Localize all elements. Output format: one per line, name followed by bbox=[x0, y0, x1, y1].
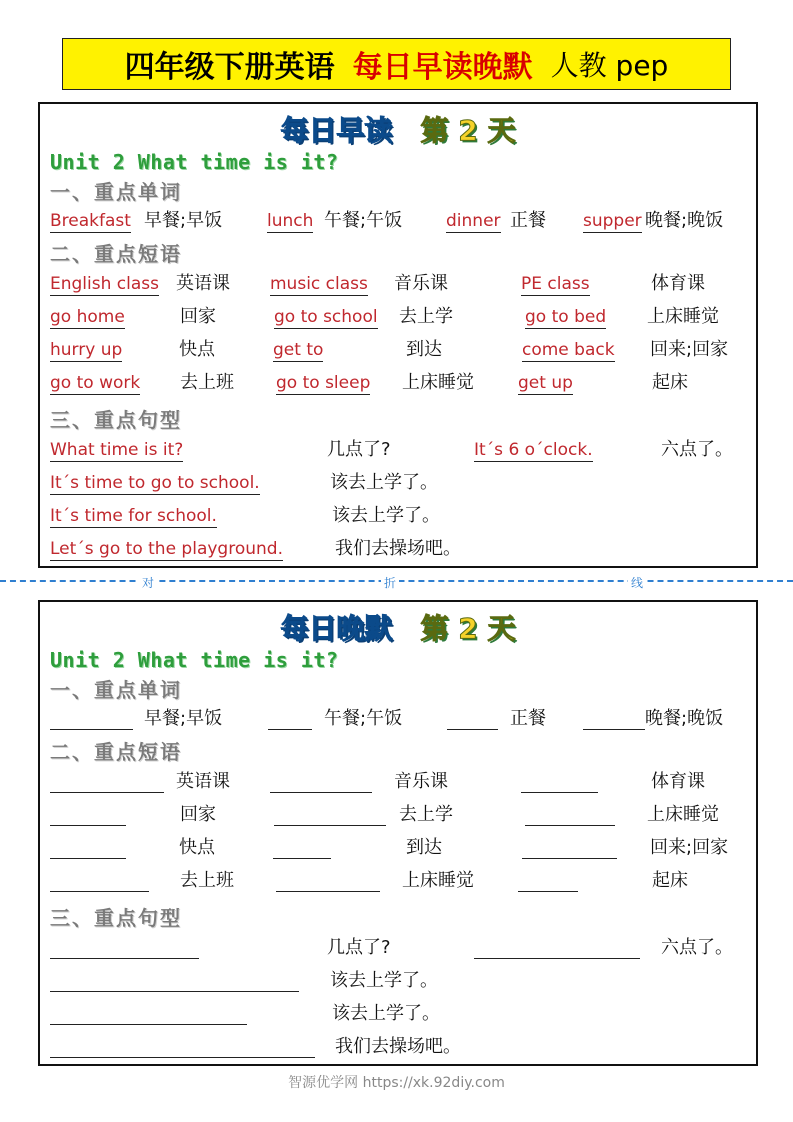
evening-sentences-row-3 bbox=[40, 1003, 756, 1031]
sentence-en: It´s time for school. bbox=[50, 506, 217, 526]
answer-blank[interactable] bbox=[268, 708, 312, 730]
answer-blank[interactable] bbox=[50, 937, 199, 959]
evening-sentences-row-1 bbox=[40, 937, 756, 965]
phrase-cn: 去上班 bbox=[180, 870, 234, 891]
phrase-en: get to bbox=[273, 340, 324, 360]
phrase-en: get up bbox=[518, 373, 573, 393]
morning-sentences-row-2 bbox=[40, 472, 756, 500]
answer-blank[interactable] bbox=[50, 870, 149, 892]
morning-section-sentences: 三、重点句型 bbox=[50, 408, 182, 432]
word-cn: 正餐 bbox=[510, 708, 546, 729]
morning-phrases-row-3 bbox=[40, 339, 756, 367]
word-en: lunch bbox=[267, 211, 314, 231]
answer-blank[interactable] bbox=[50, 771, 164, 793]
evening-sentences-row-4 bbox=[40, 1036, 756, 1064]
answer-blank[interactable] bbox=[273, 837, 331, 859]
evening-section-phrases: 二、重点短语 bbox=[50, 740, 182, 764]
sentence-cn: 六点了。 bbox=[661, 937, 733, 958]
answer-blank[interactable] bbox=[522, 837, 617, 859]
sentence-en: It´s 6 o´clock. bbox=[474, 440, 593, 460]
answer-blank[interactable] bbox=[50, 1036, 315, 1058]
phrase-cn: 体育课 bbox=[651, 771, 705, 792]
sentence-cn: 我们去操场吧。 bbox=[335, 1036, 461, 1057]
phrase-cn: 回来;回家 bbox=[650, 339, 729, 360]
evening-dictation-panel bbox=[38, 600, 758, 1066]
phrase-cn: 回来;回家 bbox=[650, 837, 729, 858]
evening-badge-day: 第 2 天 bbox=[420, 612, 516, 645]
morning-phrases-row-4 bbox=[40, 372, 756, 400]
evening-unit-title: Unit 2 What time is it? bbox=[50, 648, 339, 672]
morning-section-phrases: 二、重点短语 bbox=[50, 242, 182, 266]
morning-phrases-row-1 bbox=[40, 273, 756, 301]
answer-blank[interactable] bbox=[518, 870, 578, 892]
fold-label-1: 对 bbox=[139, 574, 157, 591]
phrase-en: go to work bbox=[50, 373, 141, 393]
answer-blank[interactable] bbox=[521, 771, 598, 793]
fold-label-3: 线 bbox=[628, 574, 646, 591]
evening-section-words: 一、重点单词 bbox=[50, 678, 182, 702]
sentence-cn: 该去上学了。 bbox=[330, 970, 438, 991]
answer-blank[interactable] bbox=[274, 804, 386, 826]
sentence-cn: 六点了。 bbox=[661, 439, 733, 460]
morning-phrases-row-2 bbox=[40, 306, 756, 334]
phrase-en: come back bbox=[522, 340, 615, 360]
phrase-cn: 英语课 bbox=[176, 273, 230, 294]
word-cn: 早餐;早饭 bbox=[144, 708, 223, 729]
sentence-en: Let´s go to the playground. bbox=[50, 539, 283, 559]
answer-blank[interactable] bbox=[50, 708, 133, 730]
phrase-en: music class bbox=[270, 274, 368, 294]
morning-unit-title: Unit 2 What time is it? bbox=[50, 150, 339, 174]
evening-section-sentences: 三、重点句型 bbox=[50, 906, 182, 930]
morning-badge-day: 第 2 天 bbox=[420, 114, 516, 147]
word-en: supper bbox=[583, 211, 642, 231]
phrase-cn: 上床睡觉 bbox=[402, 372, 474, 393]
morning-badge-title: 每日早读 bbox=[280, 114, 393, 147]
evening-phrases-row-2 bbox=[40, 804, 756, 832]
evening-words-row bbox=[40, 708, 756, 736]
phrase-cn: 到达 bbox=[406, 339, 442, 360]
phrase-cn: 上床睡觉 bbox=[647, 306, 719, 327]
phrase-en: go to sleep bbox=[276, 373, 371, 393]
phrase-cn: 英语课 bbox=[176, 771, 230, 792]
word-cn: 早餐;早饭 bbox=[144, 210, 223, 231]
phrase-cn: 体育课 bbox=[651, 273, 705, 294]
answer-blank[interactable] bbox=[50, 837, 126, 859]
title-part-daily: 每日早读晚默 bbox=[352, 50, 533, 85]
answer-blank[interactable] bbox=[525, 804, 615, 826]
word-en: Breakfast bbox=[50, 211, 131, 231]
phrase-cn: 音乐课 bbox=[394, 273, 448, 294]
answer-blank[interactable] bbox=[474, 937, 640, 959]
evening-badge bbox=[40, 608, 756, 646]
phrase-cn: 上床睡觉 bbox=[647, 804, 719, 825]
morning-sentences-row-1 bbox=[40, 439, 756, 467]
title-part-edition: 人教 pep bbox=[550, 49, 669, 82]
answer-blank[interactable] bbox=[50, 970, 299, 992]
phrase-en: PE class bbox=[521, 274, 590, 294]
sentence-en: What time is it? bbox=[50, 440, 184, 460]
word-en: dinner bbox=[446, 211, 501, 231]
phrase-cn: 回家 bbox=[180, 306, 216, 327]
sentence-en: It´s time to go to school. bbox=[50, 473, 260, 493]
sentence-cn: 几点了? bbox=[327, 937, 391, 958]
phrase-en: hurry up bbox=[50, 340, 123, 360]
phrase-en: go to school bbox=[274, 307, 378, 327]
phrase-cn: 去上班 bbox=[180, 372, 234, 393]
phrase-cn: 上床睡觉 bbox=[402, 870, 474, 891]
morning-badge bbox=[40, 110, 756, 148]
evening-phrases-row-4 bbox=[40, 870, 756, 898]
footer-watermark: 智源优学网 https://xk.92diy.com bbox=[288, 1075, 505, 1091]
morning-section-words: 一、重点单词 bbox=[50, 180, 182, 204]
word-cn: 午餐;午饭 bbox=[324, 708, 403, 729]
title-part-grade: 四年级下册英语 bbox=[124, 50, 335, 85]
answer-blank[interactable] bbox=[270, 771, 372, 793]
phrase-cn: 音乐课 bbox=[394, 771, 448, 792]
sentence-cn: 该去上学了。 bbox=[330, 472, 438, 493]
evening-phrases-row-1 bbox=[40, 771, 756, 799]
sentence-cn: 该去上学了。 bbox=[332, 505, 440, 526]
phrase-en: go to bed bbox=[525, 307, 607, 327]
phrase-cn: 回家 bbox=[180, 804, 216, 825]
word-cn: 晚餐;晚饭 bbox=[645, 708, 724, 729]
word-cn: 晚餐;晚饭 bbox=[645, 210, 724, 231]
evening-sentences-row-2 bbox=[40, 970, 756, 998]
phrase-cn: 去上学 bbox=[399, 306, 453, 327]
phrase-cn: 快点 bbox=[179, 339, 215, 360]
phrase-cn: 起床 bbox=[652, 870, 688, 891]
phrase-cn: 起床 bbox=[652, 372, 688, 393]
answer-blank[interactable] bbox=[50, 1003, 247, 1025]
page-title bbox=[62, 38, 731, 90]
morning-sentences-row-4 bbox=[40, 538, 756, 566]
phrase-cn: 到达 bbox=[406, 837, 442, 858]
evening-badge-title: 每日晚默 bbox=[280, 612, 393, 645]
word-cn: 午餐;午饭 bbox=[324, 210, 403, 231]
word-cn: 正餐 bbox=[510, 210, 546, 231]
morning-reading-panel bbox=[38, 102, 758, 568]
phrase-cn: 去上学 bbox=[399, 804, 453, 825]
answer-blank[interactable] bbox=[50, 804, 126, 826]
morning-words-row bbox=[40, 210, 756, 238]
sentence-cn: 我们去操场吧。 bbox=[335, 538, 461, 559]
phrase-cn: 快点 bbox=[179, 837, 215, 858]
fold-label-2: 折 bbox=[381, 574, 399, 591]
phrase-en: English class bbox=[50, 274, 159, 294]
sentence-cn: 该去上学了。 bbox=[332, 1003, 440, 1024]
evening-phrases-row-3 bbox=[40, 837, 756, 865]
morning-sentences-row-3 bbox=[40, 505, 756, 533]
answer-blank[interactable] bbox=[583, 708, 645, 730]
answer-blank[interactable] bbox=[276, 870, 380, 892]
phrase-en: go home bbox=[50, 307, 125, 327]
sentence-cn: 几点了? bbox=[327, 439, 391, 460]
answer-blank[interactable] bbox=[447, 708, 498, 730]
